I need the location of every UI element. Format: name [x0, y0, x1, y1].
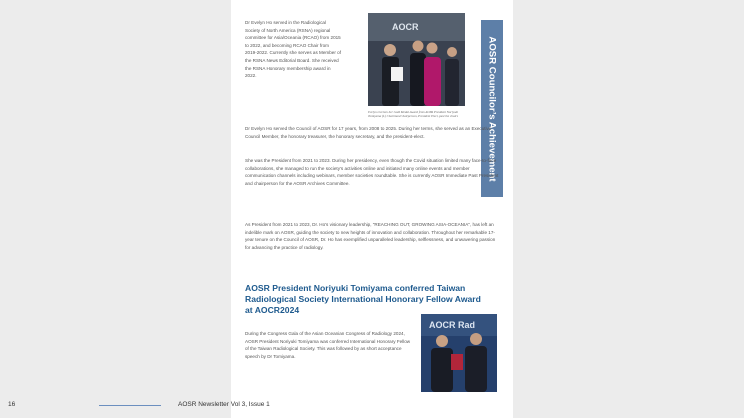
footer-newsletter-title: AOSR Newsletter Vol 3, Issue 1: [178, 401, 270, 408]
newsletter-page: [231, 0, 513, 418]
photo2-banner-text: AOCR Rad: [429, 320, 476, 330]
intro-paragraph: Dr Evelyn Ho served in the Radiological Society of North America (RSNA) regional committee for Asia/Oceania (RCAO) from 2015 to 2022, and becoming RCAO Chair from 2019-2022. Currently she serves as Member of the RSNA News Editorial Board. She received the RSNA Honorary membership award in 2022.: [245, 20, 342, 79]
page-number: 16: [8, 401, 16, 408]
photo1-caption: Evelyn receives her Gold Medal Award from AOSR President Noriyuki Tomiyama (L) Chairman/Chairperson, President Elect, past the chairs: [368, 110, 458, 119]
award-heading: AOSR President Noriyuki Tomiyama conferred Taiwan Radiological Society International Honorary Fellow Award at AOCR2024: [245, 283, 481, 315]
award-photo-tomiyama: [421, 314, 497, 392]
footer-divider: [99, 405, 161, 406]
side-tab-label: AOSR Councilor’s Achievement: [486, 35, 498, 182]
leadership-paragraph: As President from 2021 to 2023, Dr. Ho's visionary leadership, "REACHING OUT, GROWING ASIA-OCEANIA", has left an indelible mark on AOSR, guiding the society to new heights of innovation and collaboration. Throughout her remarkable 17-year tenure on the Council of AOSR, Dr. Ho has exemplified unparalleled leadership, selflessness, and unwavering passion for advancing the practice of radiology.: [245, 222, 496, 250]
council-paragraph: Dr Evelyn Ho served the Council of AOSR for 17 years, from 2008 to 2025. During her terms, she served as an Executive Council Member, the honorary treasurer, the honorary secretary, and the president-elect.: [245, 126, 492, 139]
presidency-paragraph: She was the President from 2021 to 2023. During her presidency, even though the Covid situation limited many face-to-face collaborations, she managed to run the society's activities online and initiated many online events and member communication channels including webinars, member societies roundtable. She is currently AOSR Immediate Past President and chairperson for the AOSR Archives Committee.: [245, 158, 499, 186]
award-photo-evelyn-ho: [368, 13, 465, 106]
award-paragraph: During the Congress Gala of the Asian Oceanian Congress of Radiology 2024, AOSR President Noriyuki Tomiyama was conferred International Honorary Fellow of the Taiwan Radiological Society. This was followed by as short acceptance speech by Dr Tomiyama.: [245, 331, 411, 359]
photo1-banner-text: AOCR: [392, 22, 419, 32]
